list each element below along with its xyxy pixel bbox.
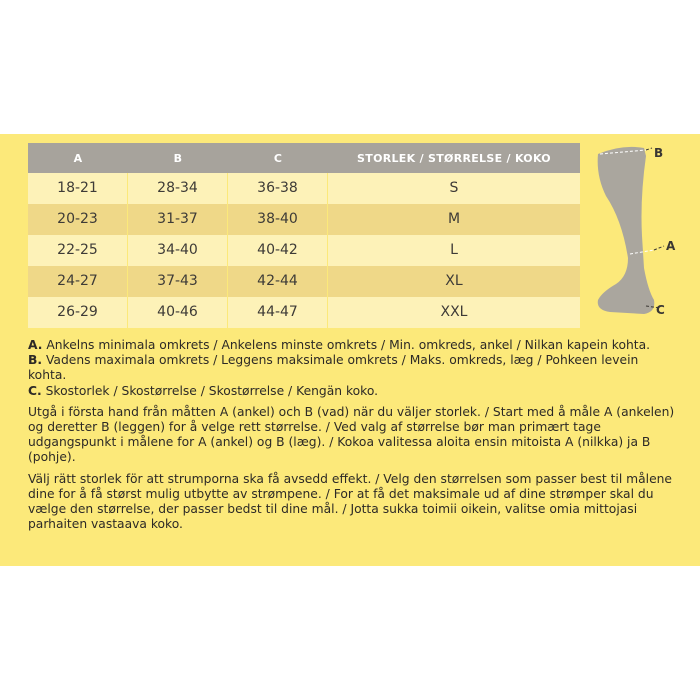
legend-key: B. xyxy=(28,353,43,368)
cell-size: M xyxy=(447,211,461,227)
table-row xyxy=(28,297,580,328)
legend-a xyxy=(28,338,678,353)
cell-a: 20-23 xyxy=(28,204,128,235)
label-c: C xyxy=(656,303,665,317)
header-c: C xyxy=(273,151,283,165)
legend-key: A. xyxy=(28,338,43,352)
cell-size: S xyxy=(449,180,459,196)
cell-size: L xyxy=(450,242,458,258)
legend-text: Vadens maximala omkrets / Leggens maksimale omkrets / Maks. omkreds, læg / Pohkeen levein kohta. xyxy=(28,353,639,383)
measure-line-a-ext xyxy=(654,246,664,250)
cell-c: 36-38 xyxy=(228,173,328,204)
header-b: B xyxy=(173,151,183,165)
cell-a: 22-25 xyxy=(28,235,128,266)
cell-a: 24-27 xyxy=(28,266,128,297)
cell-b: 34-40 xyxy=(128,235,228,266)
cell-b: 37-43 xyxy=(128,266,228,297)
cell-b: 31-37 xyxy=(128,204,228,235)
cell-size: XL xyxy=(445,273,463,289)
sock-icon xyxy=(598,147,655,314)
table-header xyxy=(28,143,580,173)
cell-c: 44-47 xyxy=(228,297,328,328)
legend-text: Ankelns minimala omkrets / Ankelens minste omkrets / Min. omkreds, ankel / Nilkan kapein kohta. xyxy=(46,338,651,352)
cell-c: 38-40 xyxy=(228,204,328,235)
cell-a: 18-21 xyxy=(28,173,128,204)
sock-measurement-diagram xyxy=(588,140,696,322)
size-table xyxy=(28,143,580,328)
cell-c: 42-44 xyxy=(228,266,328,297)
cell-b: 28-34 xyxy=(128,173,228,204)
cell-a: 26-29 xyxy=(28,297,128,328)
legend-text: Skostorlek / Skostørrelse / Skostørrelse / Kengän koko. xyxy=(45,383,379,398)
legend-c xyxy=(28,384,678,399)
legend-b xyxy=(28,353,678,383)
cell-c: 40-42 xyxy=(228,235,328,266)
size-notes xyxy=(28,338,678,532)
instruction-paragraph-1: Utgå i första hand från måtten A (ankel) och B (vad) när du väljer storlek. / Start med å måle A (ankelen) og deretter B (leggen) for å velge rett størrelse. / Ved valg af størrelse bør man primært tage udgangspunkt i målene for A (ankel) og B (læg). / Kokoa valitessa aloita ensin mitoista A (nilkka) ja B (pohje). xyxy=(28,404,675,465)
table-row xyxy=(28,266,580,297)
label-b: B xyxy=(654,146,664,160)
table-row xyxy=(28,173,580,204)
measure-line-b-ext xyxy=(646,148,652,150)
instruction-paragraph-2: Välj rätt storlek för att strumporna ska få avsedd effekt. / Velg den størrelsen som passer best til målene dine for å få størst mulig utbytte av strømpene. / For at få det maksimale ud af dine strømper skal du vælge den størrelse, der passer bedst til dine mål. / Jotta sukka toimii oikein, valitse omia mittojasi parhaiten vastaava koko. xyxy=(28,471,673,532)
label-a: A xyxy=(666,239,676,253)
table-row xyxy=(28,235,580,266)
cell-b: 40-46 xyxy=(128,297,228,328)
header-size: STORLEK / STØRRELSE / KOKO xyxy=(357,151,551,165)
header-a: A xyxy=(73,151,83,165)
table-row xyxy=(28,204,580,235)
legend-key: C. xyxy=(28,383,42,398)
cell-size: XXL xyxy=(440,304,468,320)
